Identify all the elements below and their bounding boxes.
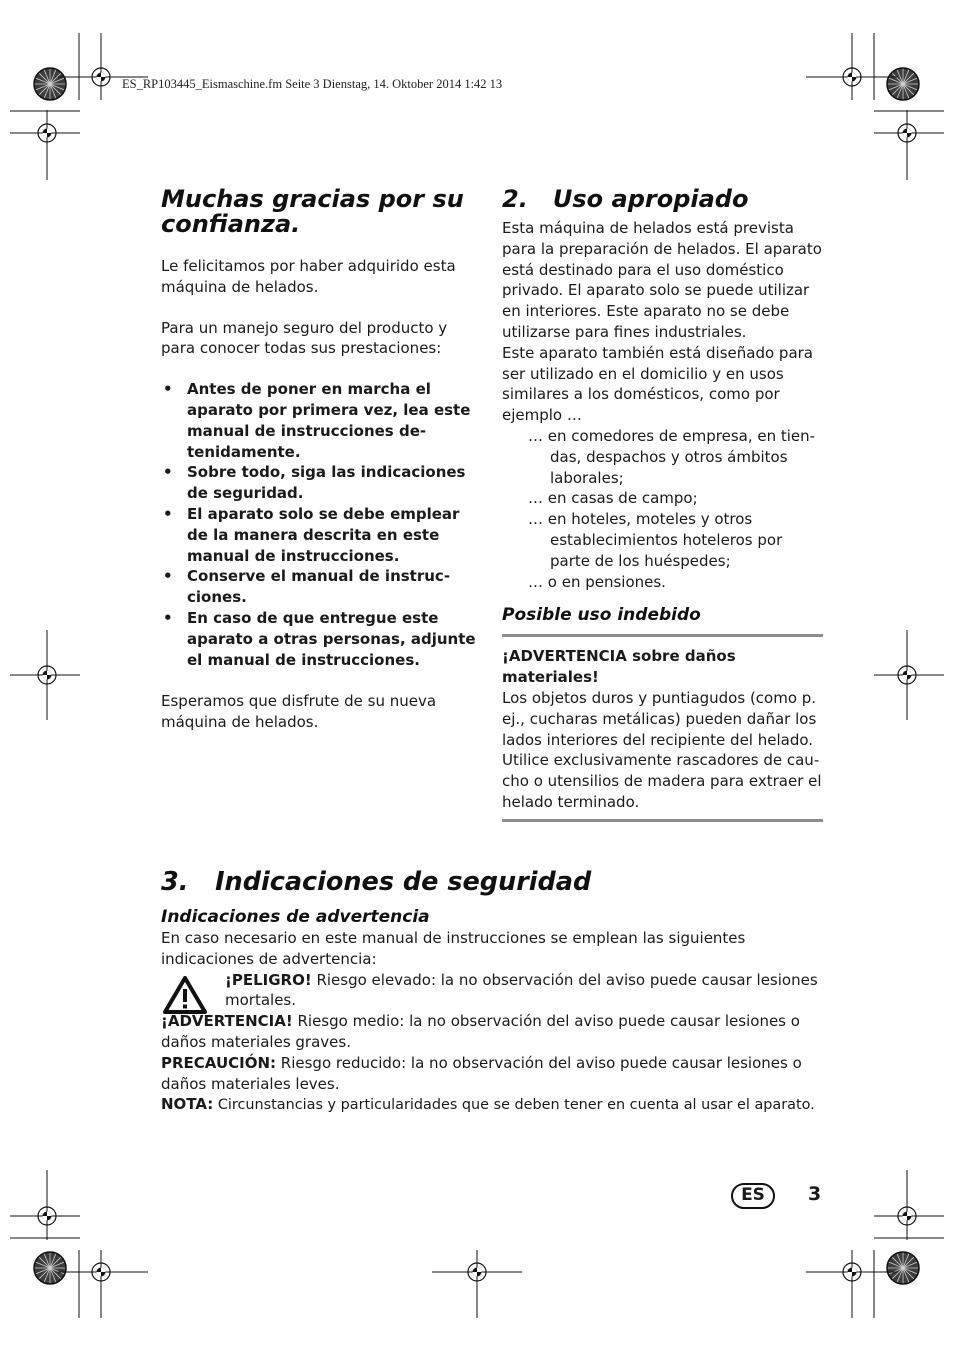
- bullet-item: • Conserve el manual de instrucciones.: [161, 566, 483, 608]
- note-label: NOTA:: [161, 1095, 214, 1114]
- material-warning-title: ¡ADVERTENCIA sobre daños materiales!: [502, 647, 736, 687]
- intended-use-heading: 2. Uso apropiado: [502, 185, 749, 213]
- intended-use-paragraph: Esta máquina de helados está prevista para la preparación de helados. El aparato está destinado para el uso doméstico privado. El aparato solo se puede utilizar en interiores. Este aparato no se debe utilizarse para fines industriales.: [502, 219, 822, 341]
- usage-item: … en comedores de empresa, en tiendas, despachos y otros ámbitos laborales;: [528, 426, 816, 487]
- instruction-bullets: [161, 379, 483, 670]
- warning-intro: En caso necesario en este manual de instrucciones se emplean las siguientes indicaciones de advertencia:: [161, 929, 746, 968]
- misuse-heading: Posible uso indebido: [502, 605, 701, 626]
- usage-item: … o en pensiones.: [528, 572, 666, 591]
- safety-heading: 3. Indicaciones de seguridad: [161, 867, 592, 897]
- danger-notice: [161, 970, 825, 1012]
- closing-paragraph: Esperamos que disfrute de su nueva máquina de helados.: [161, 692, 437, 732]
- danger-line: [225, 970, 825, 1012]
- congrats-paragraph: Le felicitamos por haber adquirido esta máquina de helados.: [161, 257, 456, 296]
- bullet-item: • En caso de que entregue este aparato a otras personas, adjunte el manual de instrucciones.: [161, 608, 483, 670]
- warning-triangle-icon: [162, 975, 208, 1015]
- warning-notes-heading: Indicaciones de advertencia: [161, 907, 430, 927]
- file-info: ES_RP103445_Eismaschine.fm Seite 3 Dienstag, 14. Oktober 2014 1:42 13: [122, 77, 503, 91]
- thanks-heading: Muchas gracias por su confianza.: [161, 185, 464, 238]
- intro-paragraph: Para un manejo seguro del producto y para conocer todas sus prestaciones:: [161, 318, 448, 358]
- caution-text: Riesgo reducido: la no observación del aviso puede causar lesiones o daños materiales leves.: [161, 1053, 802, 1093]
- usage-item: … en hoteles, moteles y otros establecimientos hoteleros por parte de los huéspedes;: [528, 510, 783, 570]
- left-column: [161, 187, 483, 733]
- note-line: [161, 1094, 825, 1116]
- danger-text: Riesgo elevado: la no observación del aviso puede causar lesiones mortales.: [225, 970, 818, 1010]
- usage-item: … en casas de campo;: [528, 489, 698, 508]
- bullet-item: • Antes de poner en marcha el aparato por primera vez, lea este manual de instrucciones detenidamente.: [161, 379, 483, 462]
- page-number: 3: [808, 1183, 822, 1205]
- domestic-use-paragraph: Este aparato también está diseñado para ser utilizado en el domicilio y en usos similares a los domésticos, como por ejemplo …: [502, 343, 813, 425]
- right-column: [502, 187, 823, 822]
- advertencia-line: [161, 1011, 825, 1053]
- language-badge: ES: [731, 1183, 775, 1209]
- material-warning-text: Los objetos duros y puntiagudos (como p. ej., cucharas metálicas) pueden dañar los lados interiores del recipiente del helado. Utilice exclusivamente rascadores de caucho o utensilios de madera para extraer el helado terminado.: [502, 688, 822, 811]
- bullet-item: • Sobre todo, siga las indicaciones de seguridad.: [161, 462, 483, 504]
- caution-line: [161, 1053, 825, 1095]
- material-warning-box: [502, 634, 823, 821]
- caution-label: PRECAUCIÓN:: [161, 1053, 277, 1072]
- bullet-item: • El aparato solo se debe emplear de la manera descrita en este manual de instrucciones.: [161, 504, 483, 566]
- danger-label: ¡PELIGRO!: [225, 970, 312, 989]
- advertencia-text: Riesgo medio: la no observación del aviso puede causar lesiones o daños materiales graves.: [161, 1012, 800, 1051]
- advertencia-label: ¡ADVERTENCIA!: [161, 1012, 293, 1031]
- note-text: Circunstancias y particularidades que se deben tener en cuenta al usar el aparato.: [213, 1097, 815, 1114]
- safety-section: [161, 867, 825, 1116]
- usage-list: [502, 426, 823, 592]
